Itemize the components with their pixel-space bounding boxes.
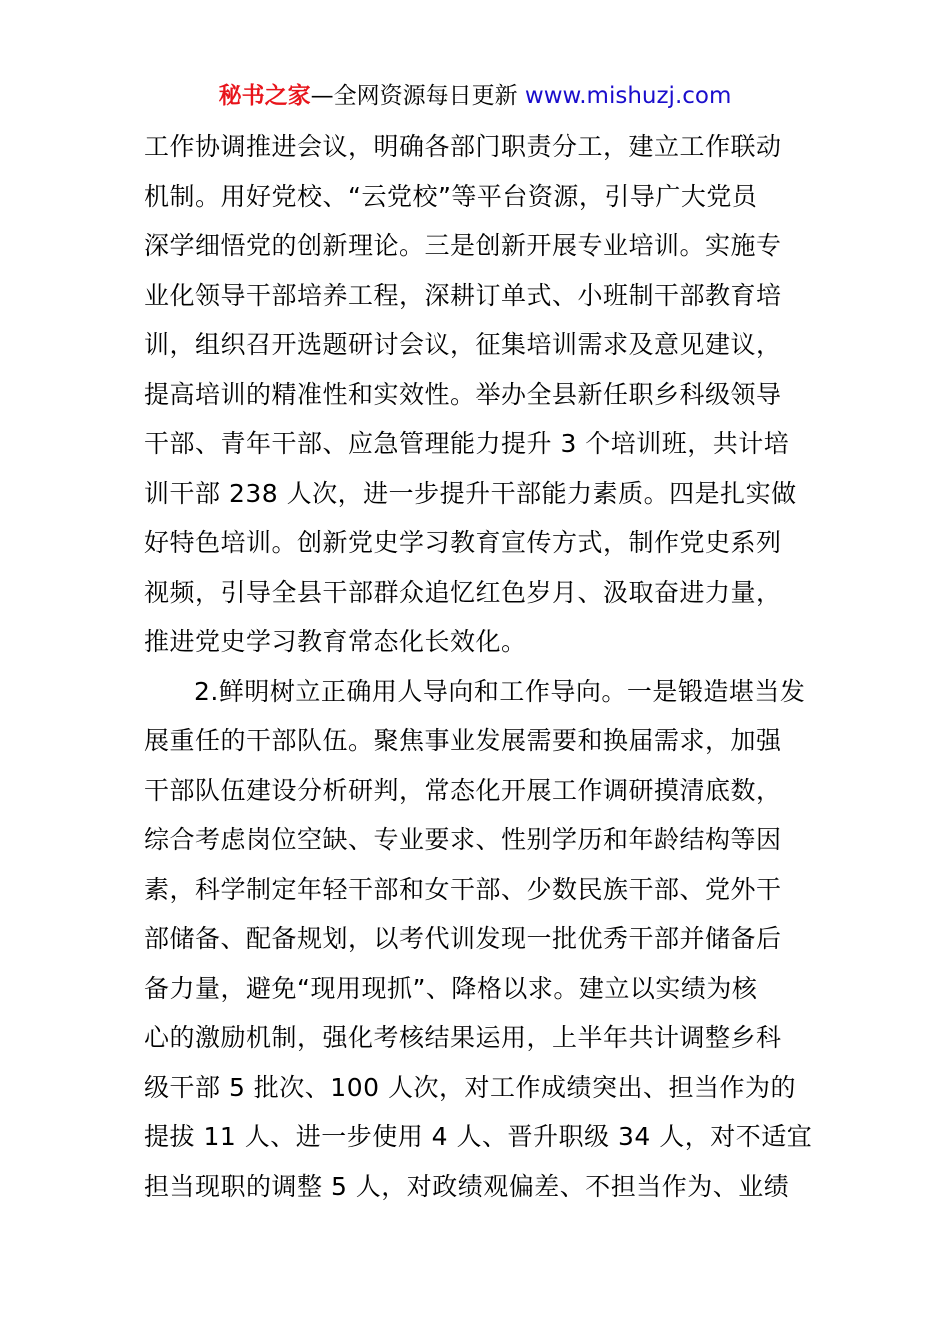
brand-name: 秘书之家: [218, 83, 311, 109]
text-line: 好特色培训。创新党史学习教育宣传方式，制作党史系列: [144, 528, 782, 557]
text-line: 备力量，避免“现用现抓”、降格以求。建立以实绩为核: [144, 973, 758, 1003]
text-line: 素，科学制定年轻干部和女干部、少数民族干部、党外干: [144, 874, 782, 904]
text-line: 深学细悟党的创新理论。三是创新开展专业培训。实施专: [144, 231, 782, 260]
text-line: 视频，引导全县干部群众追忆红色岁月、汲取奋进力量，: [144, 577, 782, 607]
document-body: [144, 122, 813, 1211]
header-tagline: —全网资源每日更新: [310, 83, 518, 109]
text-line: 机制。用好党校、“云党校”等平台资源，引导广大党员: [144, 181, 758, 211]
text-line: 干部、青年干部、应急管理能力提升 3 个培训班，共计培: [144, 429, 790, 458]
text-line: 训，组织召开选题研讨会议，征集培训需求及意见建议，: [144, 330, 782, 359]
text-line: 业化领导干部培养工程，深耕订单式、小班制干部教育培: [144, 280, 782, 310]
text-line: 提高培训的精准性和实效性。举办全县新任职乡科级领导: [144, 379, 782, 409]
text-line: 部储备、配备规划，以考代训发现一批优秀干部并储备后: [144, 924, 782, 953]
text-line: 工作协调推进会议，明确各部门职责分工，建立工作联动: [144, 132, 782, 161]
text-line: 展重任的干部队伍。聚焦事业发展需要和换届需求，加强: [144, 726, 782, 755]
text-line: 推进党史学习教育常态化长效化。: [144, 627, 527, 656]
text-line: 心的激励机制，强化考核结果运用，上半年共计调整乡科: [144, 1023, 782, 1052]
section-heading-line: 2.鲜明树立正确用人导向和工作导向。一是锻造堪当发: [194, 676, 806, 706]
text-line: 训干部 238 人次，进一步提升干部能力素质。四是扎实做: [144, 478, 797, 508]
text-line: 干部队伍建设分析研判，常态化开展工作调研摸清底数，: [144, 775, 782, 805]
site-header: [0, 80, 950, 112]
text-line: 级干部 5 批次、100 人次，对工作成绩突出、担当作为的: [144, 1072, 796, 1102]
text-line: 提拔 11 人、进一步使用 4 人、晋升职级 34 人，对不适宜: [144, 1122, 813, 1151]
text-line: 综合考虑岗位空缺、专业要求、性别学历和年龄结构等因: [144, 825, 782, 854]
site-url-link[interactable]: www.mishuzj.com: [524, 83, 732, 109]
text-line: 担当现职的调整 5 人，对政绩观偏差、不担当作为、业绩: [144, 1171, 790, 1201]
